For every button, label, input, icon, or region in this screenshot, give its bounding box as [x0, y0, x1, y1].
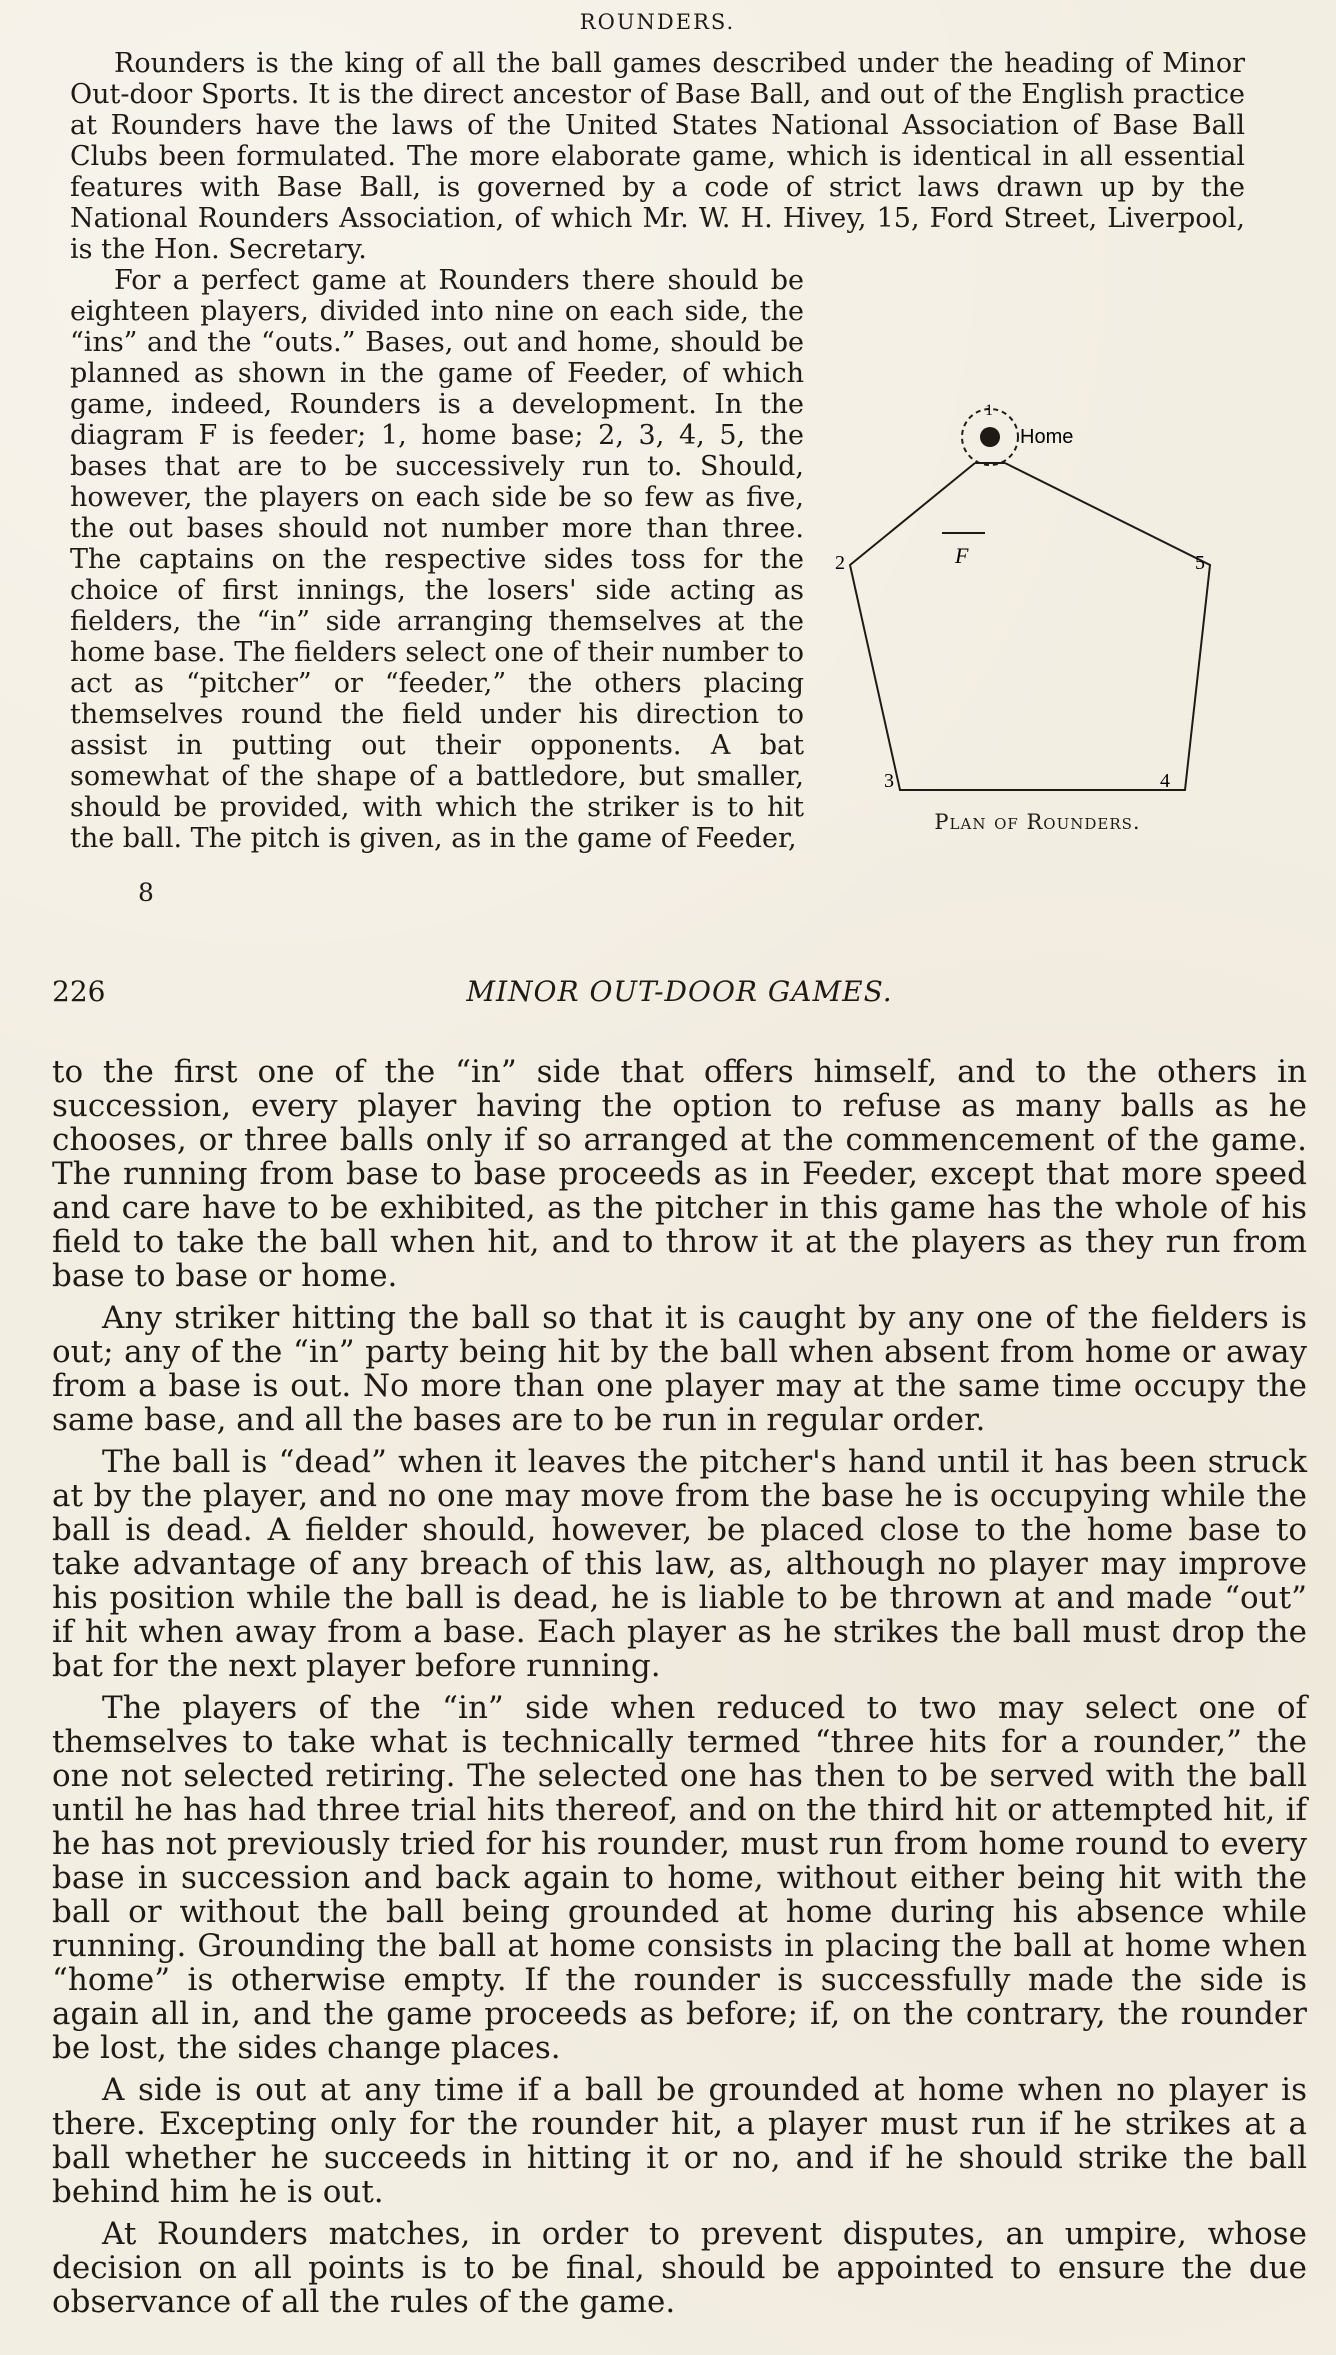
feeder-label: F [955, 543, 969, 568]
diagram-caption: Plan of Rounders. [934, 810, 1141, 834]
paragraph-side-out: A side is out at any time if a ball be grounded at home when no player is there. Excepting only for the rounder hit, a player must run if he strikes at a ball whether he succeeds in hitting it or no, and if he should strike the ball behind him he is out. [52, 2072, 1307, 2210]
base-5-label: 5 [1195, 552, 1205, 574]
base-4-label: 4 [1160, 770, 1170, 792]
rounders-text-block [70, 48, 1245, 873]
rounders-field-drawing [830, 395, 1245, 815]
paragraph-dead-ball: The ball is “dead” when it leaves the pitcher's hand until it has been struck at by the player, and no one may move from the base he is occupying while the ball is dead. A fielder should, however, be placed close to the home base to take advantage of any breach of this law, as, although no player may improve his position while the ball is dead, he is liable to be thrown at and made “out” if hit when away from a base. Each player as he strikes the ball must drop the bat for the next player before running. [52, 1444, 1307, 1684]
page-header [52, 975, 1307, 1015]
home-ball-dot [980, 427, 1000, 447]
base-3-label: 3 [884, 770, 894, 792]
paragraph-three-hits: The players of the “in” side when reduced to two may select one of themselves to take what is technically termed “three hits for a rounder,” the one not selected retiring. The selected one has then to be served with the ball until he has had three trial hits thereof, and on the third hit or attempted hit, if he has not previously tried for his rounder, must run from home round to every base in succession and back again to home, without either being hit with the ball or without the ball being grounded at home during his absence while running. Grounding the ball at home consists in placing the ball at home when “home” is otherwise empty. If the rounder is successfully made the side is again all in, and the game proceeds as before; if, on the contrary, the rounder be lost, the sides change places. [52, 1690, 1307, 2066]
base-1-label: 1 [985, 402, 993, 419]
rounders-intro-paragraph: Rounders is the king of all the ball games described under the heading of Minor Out-door Sports. It is the direct ancestor of Base Ball, and out of the English practice at Rounders have the laws of the United States National Association of Base Ball Clubs been formulated. The more elaborate game, which is identical in all essential features with Base Ball, is governed by a code of strict laws drawn up by the National Rounders Association, of which Mr. W. H. Hivey, 15, Ford Street, Liverpool, is the Hon. Secretary. [70, 48, 1245, 265]
rounders-players-paragraph: For a perfect game at Rounders there should be eighteen players, divided into nine on each side, the “ins” and the “outs.” Bases, out and home, should be planned as shown in the game of Feeder, of which game, indeed, Rounders is a development. In the diagram F is feeder; 1, home base; 2, 3, 4, 5, the bases that are to be successively run to. Should, however, the players on each side be so few as five, the out bases should not number more than three. The captains on the respective sides toss for the choice of first innings, the losers' side acting as fielders, the “in” side arranging themselves at the home base. The fielders select one of their number to act as “pitcher” or “feeder,” the others placing themselves round the field under his direction to assist in putting out their opponents. A bat somewhat of the shape of a battledore, but smaller, should be provided, with which the striker is to hit the ball. The pitch is given, as in the game of Feeder, [70, 265, 804, 854]
page-number: 226 [52, 975, 106, 1008]
running-title: MINOR OUT-DOOR GAMES. [466, 975, 893, 1008]
rounders-page-fragment [70, 0, 1245, 920]
signature-mark: 8 [138, 878, 154, 907]
base-2-label: 2 [835, 552, 845, 574]
paragraph-umpire: At Rounders matches, in order to prevent disputes, an umpire, whose decision on all points is to be final, should be appointed to ensure the due observance of all the rules of the game. [52, 2216, 1307, 2320]
paragraph-continued: to the first one of the “in” side that offers himself, and to the others in succession, every player having the option to refuse as many balls as he chooses, or three balls only if so arranged at the commencement of the game. The running from base to base proceeds as in Feeder, except that more speed and care have to be exhibited, as the pitcher in this game has the whole of his field to take the ball when hit, and to throw it at the players as they run from base to base or home. [52, 1054, 1307, 1294]
bases-outline [850, 463, 1210, 790]
main-text-block [52, 1055, 1307, 2327]
home-label: Home [1020, 426, 1074, 448]
plan-of-rounders-diagram [830, 395, 1245, 865]
running-head-rounders: ROUNDERS. [579, 10, 736, 34]
main-page [52, 975, 1307, 2335]
paragraph-striker-out: Any striker hitting the ball so that it is caught by any one of the fielders is out; any of the “in” party being hit by the ball when absent from home or away from a base is out. No more than one player may at the same time occupy the same base, and all the bases are to be run in regular order. [52, 1300, 1307, 1438]
